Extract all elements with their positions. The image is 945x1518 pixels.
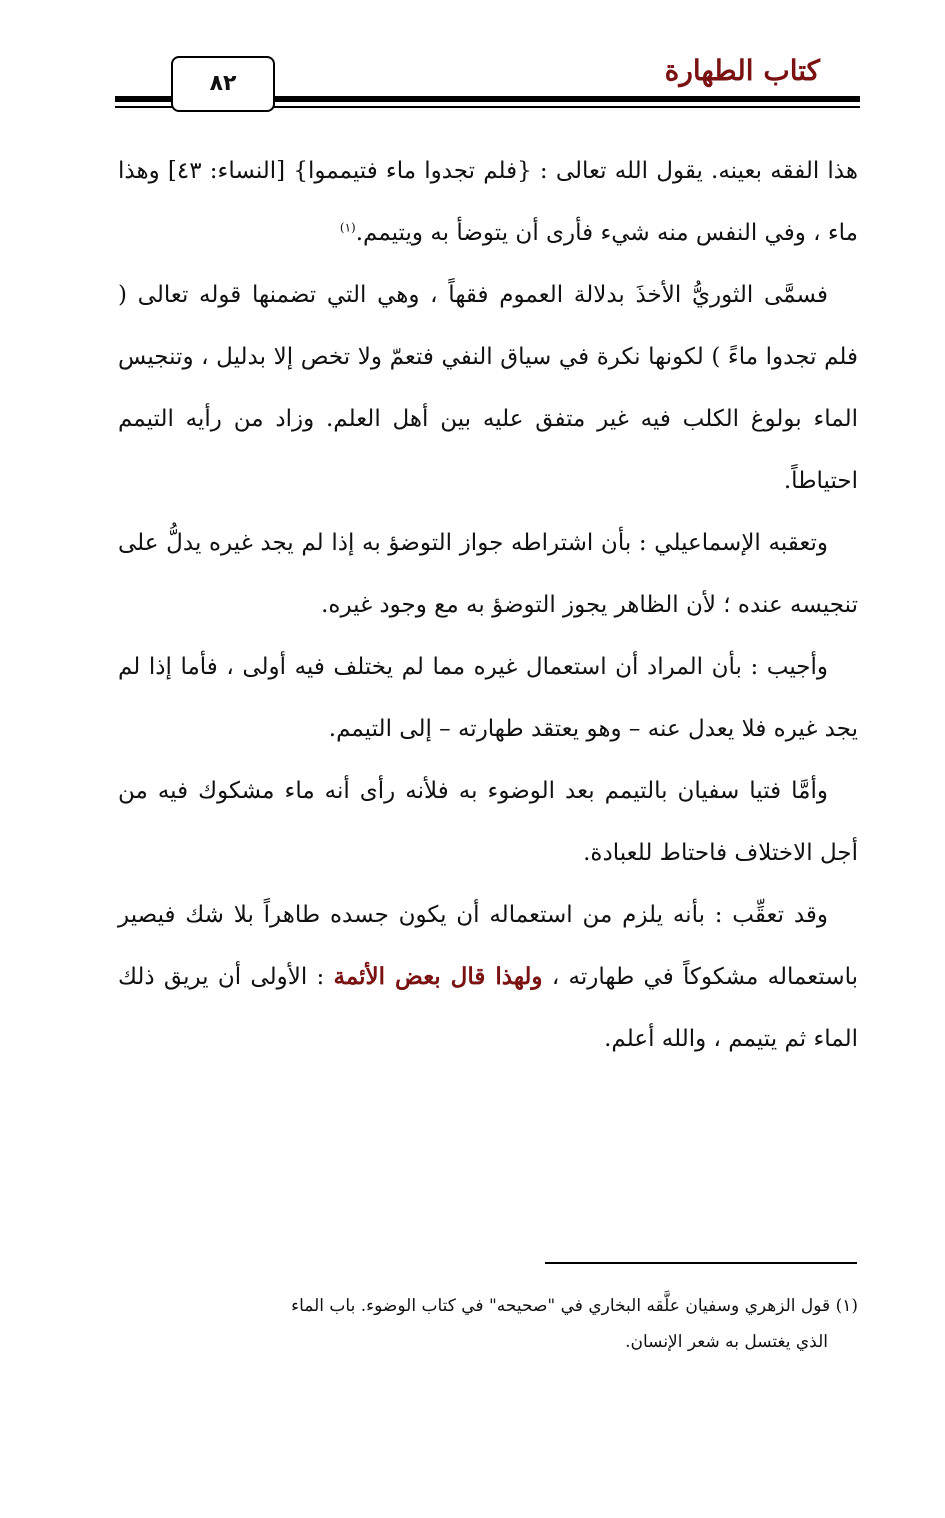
footnote [118, 1288, 858, 1360]
paragraph-text: وقد تعقِّب : بأنه يلزم من استعماله أن يكون جسده طاهراً بلا شك فيصير باستعماله مشكوكاً في طهارته ، [118, 902, 859, 990]
paragraph-text: : الأولى أن يريق ذلك الماء ثم يتيمم ، والله أعلم. [118, 964, 858, 1052]
paragraph [118, 140, 858, 264]
body-text [118, 140, 858, 1070]
footnote-line: الذي يغتسل به شعر الإنسان. [625, 1332, 828, 1352]
footnote-reference[interactable]: (١) [339, 220, 356, 235]
page-header [115, 52, 860, 114]
paragraph: وتعقبه الإسماعيلي : بأن اشتراطه جواز التوضؤ به إذا لم يجد غيره يدلُّ على تنجيسه عنده ؛ لأن الظاهر يجوز التوضؤ به مع وجود غيره. [118, 530, 858, 618]
page-number: ٨٢ [171, 56, 275, 112]
paragraph: وأمَّا فتيا سفيان بالتيمم بعد الوضوء به فلأنه رأى أنه ماء مشكوك فيه من أجل الاختلاف فاحتاط للعبادة. [118, 778, 858, 866]
paragraph: فسمَّى الثوريُّ الأخذَ بدلالة العموم فقهاً ، وهي التي تضمنها قوله تعالى ( فلم تجدوا ماءً ) لكونها نكرة في سياق النفي فتعمّ ولا تخص إلا بدليل ، وتنجيس الماء بولوغ الكلب فيه غير متفق عليه بين أهل العلم. وزاد من رأيه التيمم احتياطاً. [118, 282, 858, 494]
footnote-line: (١) قول الزهري وسفيان علَّقه البخاري في "صحيحه" في كتاب الوضوء. باب الماء [291, 1296, 858, 1316]
footnote-separator [545, 1262, 857, 1264]
paragraph [118, 884, 858, 1070]
book-title: كتاب الطهارة [664, 54, 820, 87]
paragraph: وأجيب : بأن المراد أن استعمال غيره مما لم يختلف فيه أولى ، فأما إذا لم يجد غيره فلا يعدل عنه – وهو يعتقد طهارته – إلى التيمم. [118, 654, 858, 742]
paragraph-text: هذا الفقه بعينه. يقول الله تعالى : {فلم تجدوا ماء فتيمموا} [النساء: ٤٣] وهذا ماء ، وفي النفس منه شيء فأرى أن يتوضأ به ويتيمم. [118, 158, 858, 246]
highlighted-phrase: ولهذا قال بعض الأئمة [333, 963, 543, 990]
